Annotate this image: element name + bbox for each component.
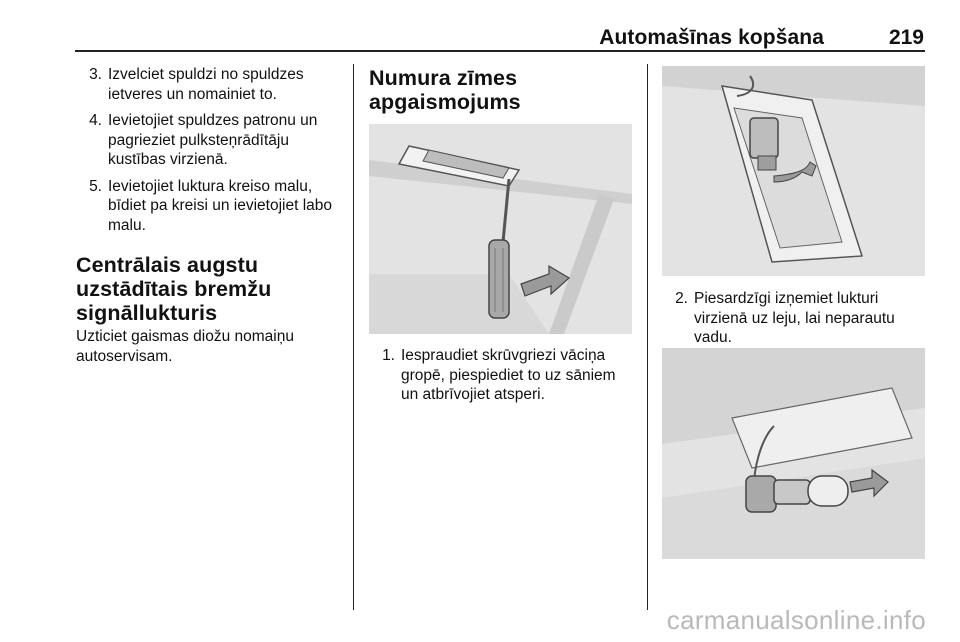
step-4 — [76, 111, 342, 170]
page-number: 219 — [888, 26, 924, 49]
step-1 — [369, 346, 635, 405]
column-3-steps — [662, 289, 925, 355]
figure-lamp-pullout — [662, 348, 925, 559]
header-rule — [75, 50, 925, 52]
section-heading-plate-light: Numura zīmes apgaismojums — [369, 66, 521, 114]
step-text: Iespraudiet skrūvgriezi vāciņa gropē, piespiediet to uz sāniem un atbrīvojiet atsperi. — [401, 347, 616, 403]
step-number: 3. — [89, 66, 102, 83]
page-header-title: Automašīnas kopšana — [599, 26, 824, 49]
step-number: 5. — [89, 177, 102, 195]
column-divider-right — [647, 64, 648, 610]
step-number: 2. — [675, 290, 688, 307]
column-divider-left — [353, 64, 354, 610]
step-text: Ievietojiet spuldzes patronu un pagrieziet pulksteņrādītāju kustības virzienā. — [108, 112, 318, 168]
step-text: Ievietojiet luktura kreiso malu, bīdiet pa kreisi un ievietojiet labo malu. — [108, 177, 333, 234]
figure-lamp-rotate — [662, 66, 925, 276]
lamp-rotate-illustration — [662, 66, 925, 276]
step-number: 1. — [382, 347, 395, 364]
lamp-pullout-illustration — [662, 348, 925, 559]
screwdriver-illustration — [369, 124, 632, 334]
watermark: carmanualsonline.info — [666, 605, 926, 635]
step-3 — [76, 65, 342, 104]
column-2 — [369, 66, 635, 114]
step-text: Izvelciet spuldzi no spuldzes ietveres un nomainiet to. — [108, 66, 304, 103]
section-body-brake-light: Uzticiet gaismas diožu nomaiņu autoservisam. — [76, 328, 294, 365]
figure-screwdriver-removal — [369, 124, 632, 334]
step-2 — [662, 289, 925, 348]
step-5 — [76, 177, 342, 236]
column-2-steps — [369, 346, 635, 412]
section-heading-brake-light: Centrālais augstu uzstādītais bremžu signāllukturis — [76, 253, 272, 325]
step-number: 4. — [89, 112, 102, 129]
step-text: Piesardzīgi izņemiet lukturi virzienā uz leju, lai neparautu vadu. — [694, 290, 895, 346]
column-1 — [76, 65, 342, 366]
